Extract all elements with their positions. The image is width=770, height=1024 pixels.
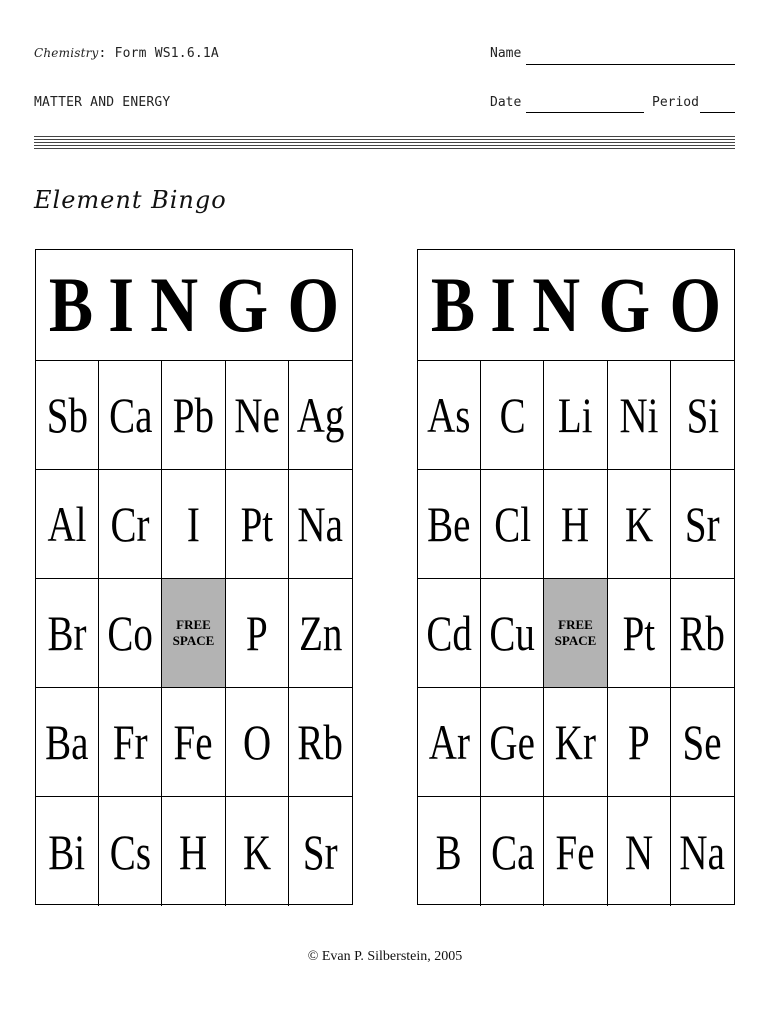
heading-letter: B xyxy=(430,261,475,348)
element-symbol: H xyxy=(179,823,208,880)
element-symbol: Pb xyxy=(172,387,215,443)
element-cell xyxy=(162,797,225,906)
heading-letter: N xyxy=(150,261,199,348)
element-symbol: Cr xyxy=(110,496,150,552)
heading-letter: G xyxy=(598,261,651,348)
element-symbol: Kr xyxy=(554,714,597,770)
bingo-grid xyxy=(418,361,734,906)
element-symbol: Fr xyxy=(112,714,148,770)
element-symbol: Rb xyxy=(679,605,726,661)
element-symbol: K xyxy=(624,496,653,552)
element-cell xyxy=(671,797,734,906)
element-symbol: P xyxy=(245,605,268,661)
heading-letter: N xyxy=(532,261,581,348)
heading-letter: I xyxy=(108,261,135,348)
element-cell xyxy=(418,797,481,906)
date-field[interactable] xyxy=(526,111,644,113)
element-cell xyxy=(544,470,607,579)
element-cell xyxy=(162,361,225,470)
heading-letter: O xyxy=(669,261,721,348)
element-cell xyxy=(544,797,607,906)
element-cell xyxy=(289,688,352,797)
heading-letter: I xyxy=(490,261,517,348)
element-cell xyxy=(289,579,352,688)
bingo-heading xyxy=(418,250,734,361)
element-cell xyxy=(418,688,481,797)
element-symbol: Rb xyxy=(297,714,344,770)
form-label: : Form WS1.6.1A xyxy=(98,46,219,61)
element-cell xyxy=(544,688,607,797)
element-cell xyxy=(671,579,734,688)
element-cell xyxy=(671,688,734,797)
element-cell xyxy=(99,361,162,470)
element-symbol: Ba xyxy=(45,714,89,770)
element-cell xyxy=(36,797,99,906)
element-symbol: Si xyxy=(686,387,719,443)
element-symbol: O xyxy=(242,714,271,770)
period-label: Period xyxy=(652,95,699,110)
element-symbol: Cu xyxy=(489,605,536,661)
subject-label: Chemistry xyxy=(34,46,99,60)
element-symbol: Ag xyxy=(296,387,345,443)
name-field[interactable] xyxy=(526,63,735,65)
element-symbol: Ca xyxy=(490,823,534,880)
element-cell xyxy=(162,688,225,797)
element-symbol: Ar xyxy=(428,714,470,770)
element-cell xyxy=(226,361,289,470)
element-symbol: Li xyxy=(558,387,593,443)
element-cell xyxy=(608,688,671,797)
element-cell xyxy=(36,361,99,470)
element-cell xyxy=(544,361,607,470)
element-cell xyxy=(36,470,99,579)
element-symbol: Ne xyxy=(233,387,280,443)
element-cell xyxy=(99,688,162,797)
element-symbol: Cd xyxy=(426,605,472,661)
element-cell xyxy=(99,797,162,906)
topic-label: MATTER AND ENERGY xyxy=(34,95,171,110)
element-symbol: Al xyxy=(47,496,87,552)
element-symbol: Zn xyxy=(298,605,343,661)
element-cell xyxy=(481,470,544,579)
element-symbol: Fe xyxy=(173,714,213,770)
element-symbol: Pt xyxy=(240,496,273,552)
element-cell xyxy=(671,470,734,579)
element-symbol: H xyxy=(561,496,590,552)
heading-letter: O xyxy=(287,261,339,348)
element-symbol: Cl xyxy=(493,496,531,552)
element-cell xyxy=(36,579,99,688)
free-space-label: FREE SPACE xyxy=(172,617,215,648)
element-cell xyxy=(99,470,162,579)
element-cell xyxy=(671,361,734,470)
element-cell xyxy=(608,361,671,470)
header-divider xyxy=(34,136,735,149)
element-cell xyxy=(162,470,225,579)
element-symbol: As xyxy=(427,387,471,443)
element-cell xyxy=(226,797,289,906)
element-symbol: Fe xyxy=(555,823,595,880)
element-cell xyxy=(289,797,352,906)
element-symbol: K xyxy=(242,823,271,880)
element-symbol: Sr xyxy=(303,823,338,880)
free-space-cell xyxy=(162,579,225,688)
bingo-grid xyxy=(36,361,352,906)
element-symbol: Na xyxy=(679,823,726,880)
element-cell xyxy=(608,579,671,688)
date-label: Date xyxy=(490,95,522,110)
element-symbol: Ge xyxy=(489,714,536,770)
name-label: Name xyxy=(490,46,522,61)
element-symbol: C xyxy=(499,387,526,443)
element-cell xyxy=(481,797,544,906)
element-symbol: Cs xyxy=(109,823,151,880)
element-cell xyxy=(99,579,162,688)
element-cell xyxy=(226,470,289,579)
element-symbol: Br xyxy=(47,605,87,661)
period-field[interactable] xyxy=(700,111,735,113)
element-cell xyxy=(608,797,671,906)
element-symbol: Pt xyxy=(622,605,655,661)
element-symbol: Na xyxy=(297,496,344,552)
element-symbol: N xyxy=(624,823,653,880)
element-cell xyxy=(289,361,352,470)
bingo-heading xyxy=(36,250,352,361)
element-cell xyxy=(418,579,481,688)
element-symbol: I xyxy=(186,496,200,552)
element-cell xyxy=(481,361,544,470)
form-id xyxy=(34,46,219,61)
element-cell xyxy=(418,361,481,470)
element-symbol: Sb xyxy=(46,387,88,443)
element-cell xyxy=(36,688,99,797)
free-space-label: FREE SPACE xyxy=(554,617,597,648)
element-symbol: Bi xyxy=(48,823,86,880)
element-symbol: B xyxy=(436,823,463,880)
element-symbol: Be xyxy=(427,496,471,552)
element-cell xyxy=(418,470,481,579)
element-cell xyxy=(226,688,289,797)
heading-letter: G xyxy=(216,261,269,348)
element-symbol: Ca xyxy=(108,387,152,443)
element-symbol: Sr xyxy=(685,496,720,552)
page-title: Element Bingo xyxy=(34,186,227,214)
bingo-card-1 xyxy=(35,249,353,905)
element-cell xyxy=(289,470,352,579)
element-symbol: Se xyxy=(682,714,722,770)
element-cell xyxy=(608,470,671,579)
heading-letter: B xyxy=(48,261,93,348)
element-cell xyxy=(481,688,544,797)
element-cell xyxy=(226,579,289,688)
element-cell xyxy=(481,579,544,688)
free-space-cell xyxy=(544,579,607,688)
bingo-card-2 xyxy=(417,249,735,905)
element-symbol: Ni xyxy=(619,387,659,443)
copyright-notice: © Evan P. Silberstein, 2005 xyxy=(307,949,463,964)
element-symbol: Co xyxy=(107,605,154,661)
element-symbol: P xyxy=(627,714,650,770)
